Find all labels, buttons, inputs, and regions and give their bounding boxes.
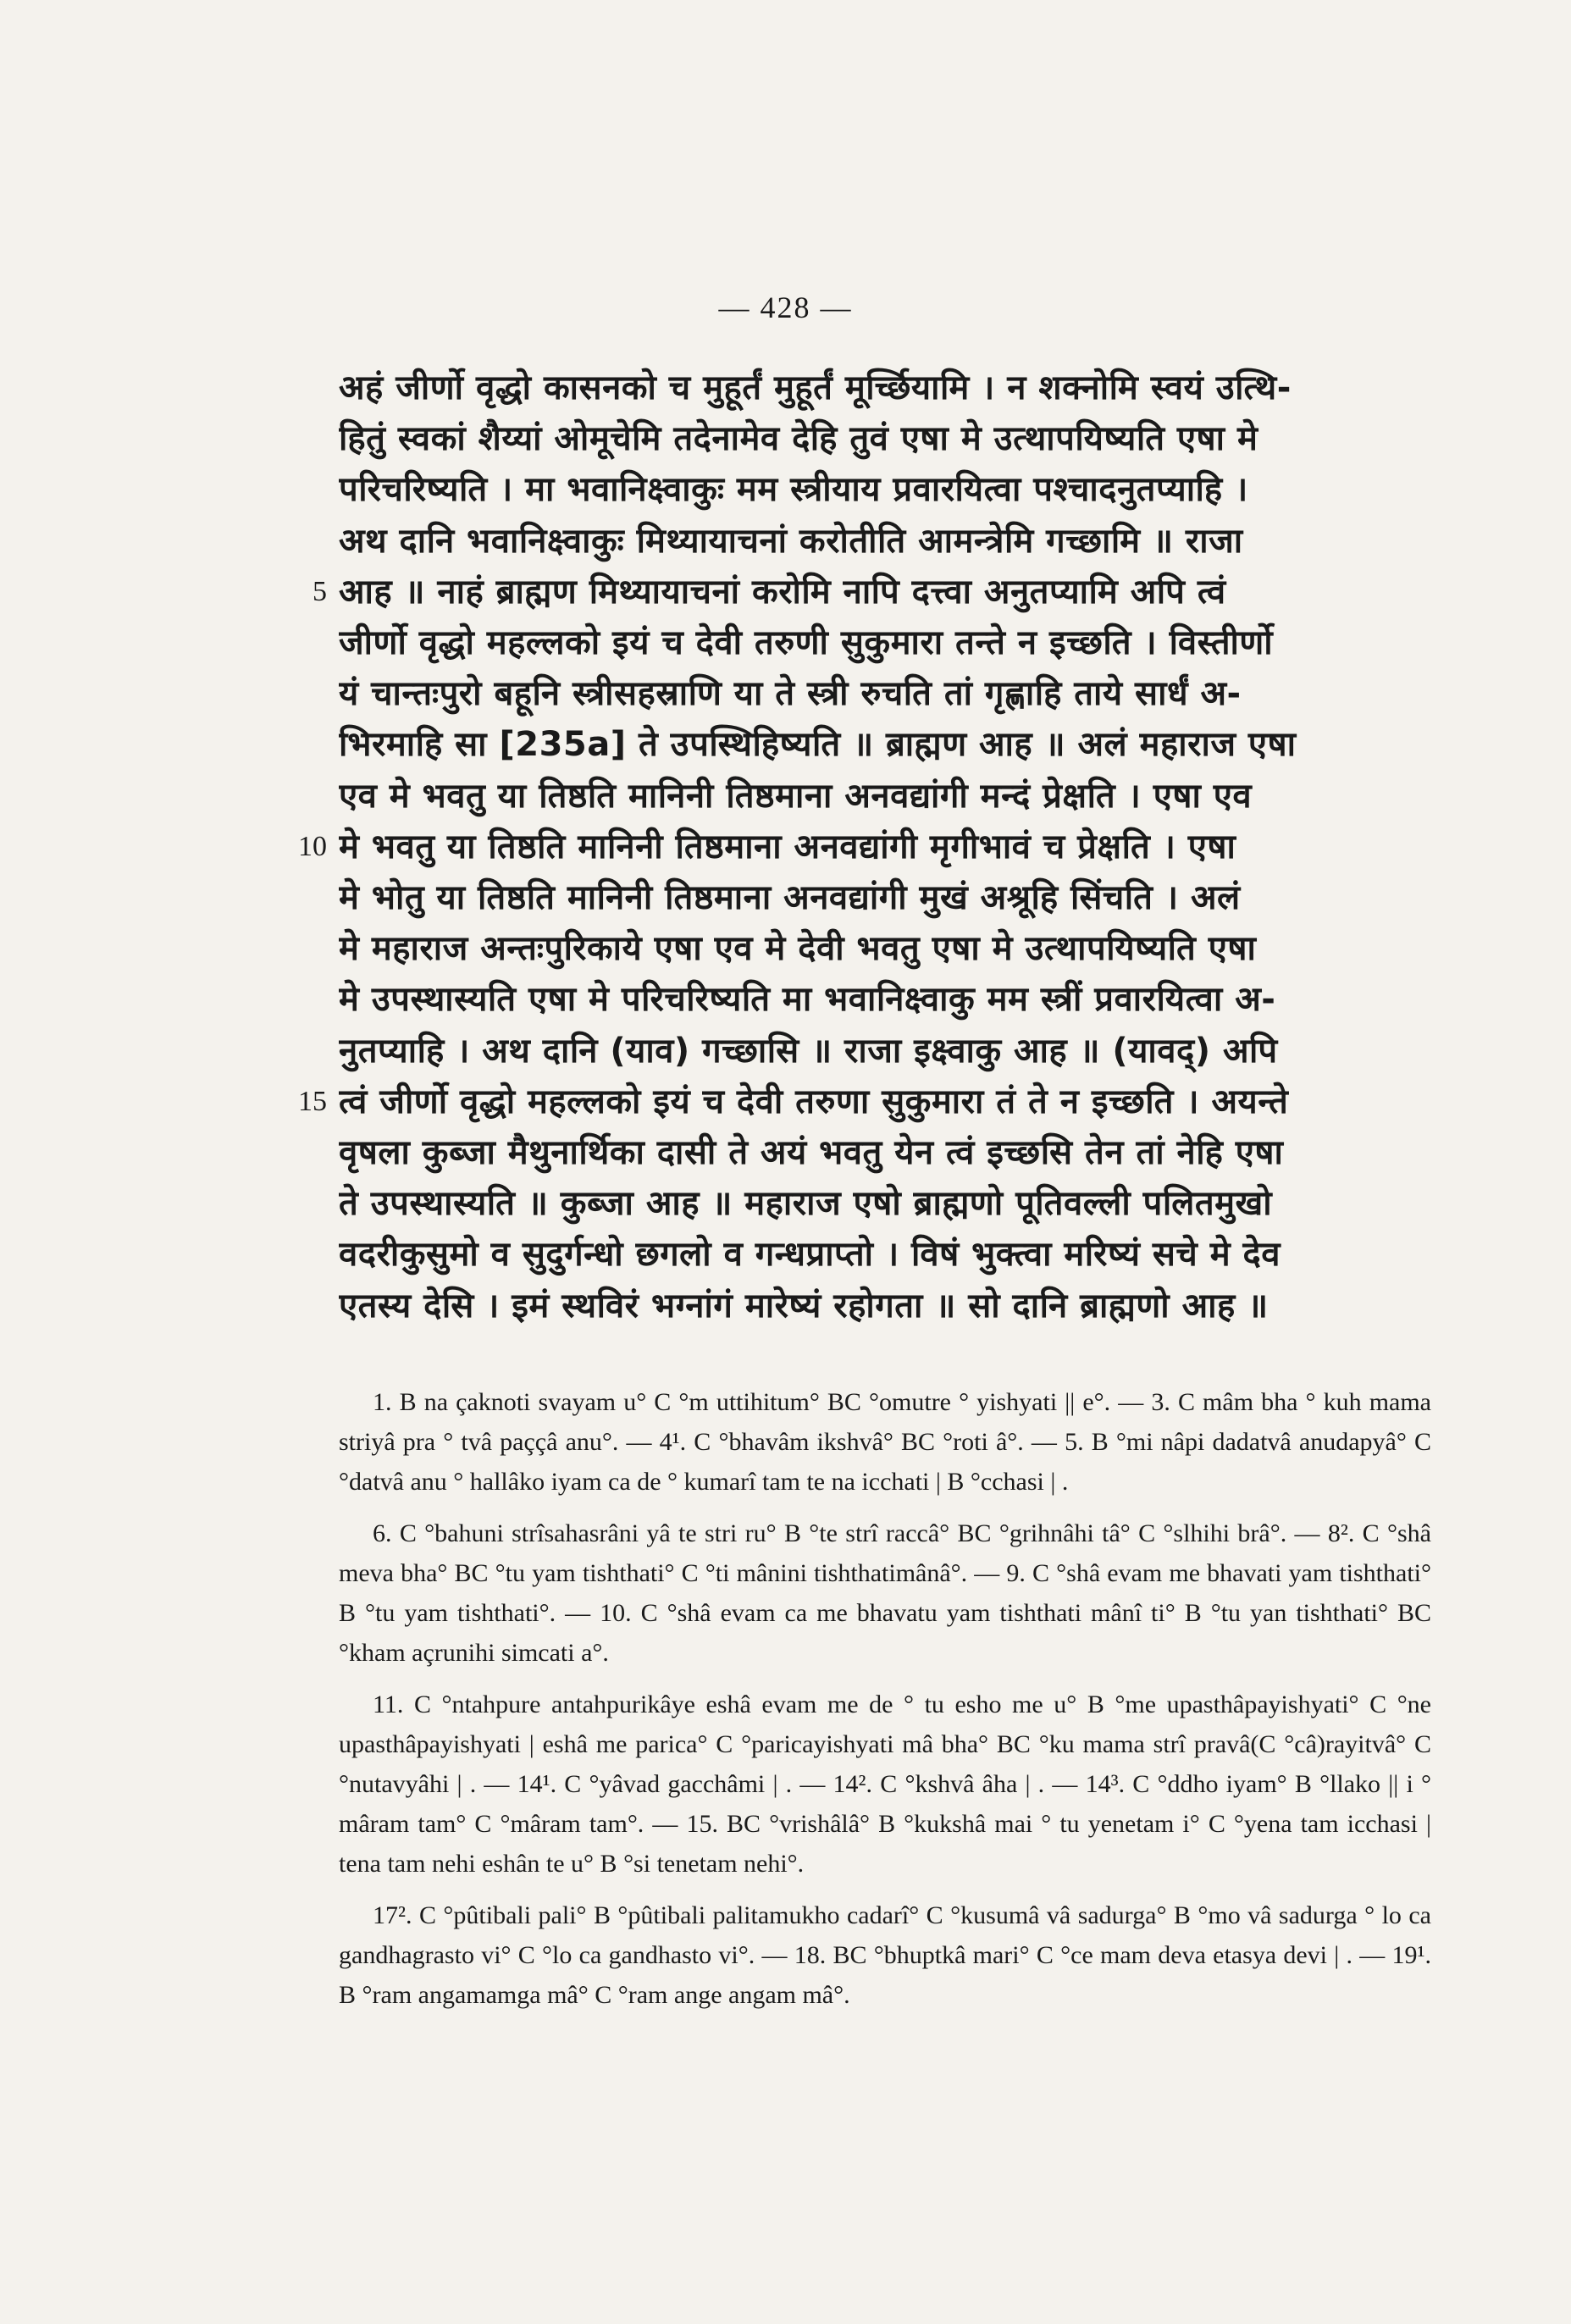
line-number: [293, 668, 327, 719]
footnotes-block: [339, 1382, 1431, 2027]
line-number: [293, 1229, 327, 1280]
line-number: [293, 1281, 327, 1331]
line-number: [293, 1127, 327, 1178]
text-line: ते उपस्थास्यति ॥ कुब्जा आह ॥ महाराज एषो ब्राह्मणो पूतिवल्ली पलितमुखो: [339, 1184, 1273, 1224]
text-line: आह ॥ नाहं ब्राह्मण मिथ्यायाचनां करोमि नापि दत्त्वा अनुतप्यामि अपि त्वं: [339, 572, 1226, 611]
text-line: नुतप्याहि । अथ दानि (याव) गच्छासि ॥ राजा इक्ष्वाकु आह ॥ (यावद्) अपि: [339, 1031, 1278, 1071]
text-line: भिरमाहि सा [235a] ते उपस्थिहिष्यति ॥ ब्राह्मण आह ॥ अलं महाराज एषा: [339, 725, 1297, 765]
footnote-paragraph: 1. B na çaknoti svayam u° C °m uttihitum° BC °omutre ° yishyati || e°. — 3. C mâm bha ° kuh mama striyâ pra ° tvâ paççâ anu°. — 4¹. C °bhavâm ikshvâ° BC °roti â°. — 5. B °mi nâpi dadatvâ anudapyâ° C °datvâ anu ° hallâko iyam ca de ° kumarî tam te na icchati | B °cchasi | .: [339, 1388, 1431, 1496]
footnote-paragraph: 17². C °pûtibali pali° B °pûtibali palitamukho cadarî° C °kusumâ vâ sadurga° B °mo vâ sadurga ° lo ca gandhagrasto vi° C °lo ca gandhasto vi°. — 18. BC °bhuptkâ mari° C °ce mam deva etasya devi | . — 19¹. B °ram angamamga mâ° C °ram ange angam mâ°.: [339, 1901, 1431, 2009]
text-line: मे भवतु या तिष्ठति मानिनी तिष्ठमाना अनवद्यांगी मृगीभावं च प्रेक्षति । एषा: [339, 827, 1236, 866]
line-number: [293, 872, 327, 923]
text-line: परिचरिष्यति । मा भवानिक्ष्वाकुः मम स्त्रीयाय प्रवारयित्वा पश्चादनुतप्याहि ।: [339, 470, 1248, 510]
line-number: [293, 464, 327, 515]
footnote-paragraph: 6. C °bahuni strîsahasrâni yâ te stri ru° B °te strî raccâ° BC °grihnâhi tâ° C °slhihi brâ°. — 8². C °shâ meva bha° BC °tu yam tishthati° C °ti mânini tishthatimânâ°. — 9. C °shâ evam me bhavati yam tishthati° B °tu yam tishthati°. — 10. C °shâ evam ca me bhavatu yam tishthati mânî ti° B °tu yan tishthati° BC °kham açrunihi simcati a°.: [339, 1519, 1431, 1667]
text-line: अथ दानि भवानिक्ष्वाकुः मिथ्यायाचनां करोतीति आमन्त्रेमि गच्छामि ॥ राजा: [339, 521, 1243, 561]
line-number: 5: [313, 575, 327, 607]
line-number: [293, 719, 327, 770]
line-number: [293, 1026, 327, 1076]
line-number: [293, 362, 327, 413]
line-number: [293, 413, 327, 464]
text-line: अहं जीर्णो वृद्धो कासनको च मुहूर्तं मुहूर्तं मूर्च्छियामि । न शक्नोमि स्वयं उत्थि-: [339, 368, 1292, 407]
line-number: [293, 974, 327, 1025]
text-line: हितुं स्वकां शैय्यां ओमूचेमि तदेनामेव देहि तुवं एषा मे उत्थापयिष्यति एषा मे: [339, 419, 1258, 459]
line-number: 10: [298, 830, 327, 862]
text-line: मे महाराज अन्तःपुरिकाये एषा एव मे देवी भवतु एषा मे उत्थापयिष्यति एषा: [339, 929, 1257, 969]
text-line: जीर्णो वृद्धो महल्लको इयं च देवी तरुणी सुकुमारा तन्ते न इच्छति । विस्तीर्णो: [339, 623, 1274, 662]
line-number: [293, 771, 327, 822]
text-line: त्वं जीर्णो वृद्धो महल्लको इयं च देवी तरुणा सुकुमारा तं ते न इच्छति । अयन्ते: [339, 1082, 1289, 1121]
line-number: [293, 516, 327, 567]
text-line: एव मे भवतु या तिष्ठति मानिनी तिष्ठमाना अनवद्यांगी मन्दं प्रेक्षति । एषा एव: [339, 776, 1253, 816]
footnote-paragraph: 11. C °ntahpure antahpurikâye eshâ evam me de ° tu esho me u° B °me upasthâpayishyati° C °ne upasthâpayishyati | eshâ me parica° C °paricayishyati mâ bha° BC °ku mama strî pravâ(C °câ)rayitvâ° C °nutavyâhi | . — 14¹. C °yâvad gacchâmi | . — 14². C °kshvâ âha | . — 14³. C °ddho iyam° B °llako || i ° mâram tam° C °mâram tam°. — 15. BC °vrishâlâ° B °kukshâ mai ° tu yenetam i° C °yena tam icchasi | tena tam nehi eshân te u° B °si tenetam nehi°.: [339, 1690, 1431, 1878]
text-line: वृषला कुब्जा मैथुनार्थिका दासी ते अयं भवतु येन त्वं इच्छसि तेन तां नेहि एषा: [339, 1133, 1284, 1172]
text-line: एतस्य देसि । इमं स्थविरं भग्नांगं मारेष्यं रहोगता ॥ सो दानि ब्राह्मणो आह ॥: [339, 1286, 1269, 1325]
line-number: [293, 1178, 327, 1229]
text-line: मे उपस्थास्यति एषा मे परिचरिष्यति मा भवानिक्ष्वाकु मम स्त्रीं प्रवारयित्वा अ-: [339, 980, 1276, 1020]
line-number: 15: [298, 1085, 327, 1117]
text-line: यं चान्तःपुरो बहूनि स्त्रीसहस्राणि या ते स्त्री रुचति तां गृह्णाहि ताये सार्धं अ-: [339, 674, 1242, 714]
text-line: वदरीकुसुमो व सुदुर्गन्धो छगलो व गन्धप्राप्तो । विषं भुक्त्वा मरिष्यं सचे मे देव: [339, 1235, 1281, 1275]
page-number: — 428 —: [718, 290, 853, 324]
text-line: मे भोतु या तिष्ठति मानिनी तिष्ठमाना अनवद्यांगी मुखं अश्रूहि सिंचति । अलं: [339, 878, 1241, 917]
line-number: [293, 923, 327, 974]
line-number: [293, 617, 327, 668]
